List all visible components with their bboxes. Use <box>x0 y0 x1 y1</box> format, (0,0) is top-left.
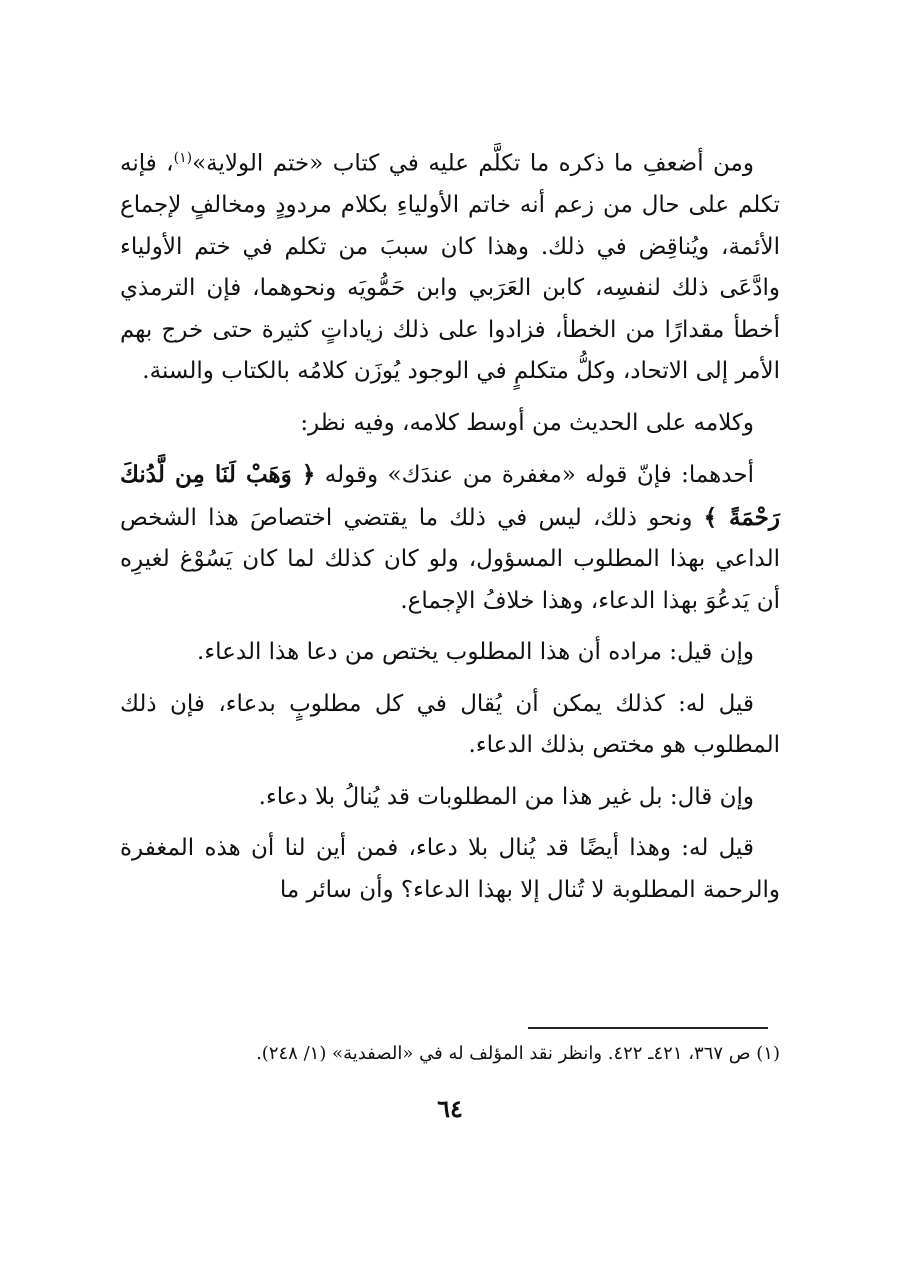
paragraph-3 <box>120 454 780 622</box>
paragraph-4 <box>120 632 780 674</box>
paragraph-7-text: قيل له: وهذا أيضًا قد يُنال بلا دعاء، فمن أين لنا أن هذه المغفرة والرحمة المطلوبة لا تُنال إلا بهذا الدعاء؟ وأن سائر ما <box>120 835 780 903</box>
paragraph-1 <box>120 138 780 393</box>
paragraph-3-text-b: ونحو ذلك، ليس في ذلك ما يقتضي اختصاصَ هذا الشخص الداعي بهذا المطلوب المسؤول، ولو كان كذلك لما كان يَسُوْغ لغيرِه أن يَدعُوَ بهذا الدعاء، وهذا خلافُ الإجماع. <box>120 504 780 614</box>
paragraph-6 <box>120 777 780 819</box>
paragraph-5 <box>120 684 780 767</box>
footnote-marker: (١) <box>756 1043 780 1064</box>
footnote <box>120 1041 780 1067</box>
paragraph-4-text: وإن قيل: مراده أن هذا المطلوب يختص من دعا هذا الدعاء. <box>197 639 754 666</box>
main-text <box>120 138 780 921</box>
paragraph-1-text-b: ، فإنه تكلم على حال من زعم أنه خاتم الأولياءِ بكلام مردودٍ ومخالفٍ لإجماع الأئمة، ويُناقِض في ذلك. وهذا كان سببَ من تكلم في ختم الأولياء وادَّعَى ذلك لنفسِه، كابن العَرَبي وابن حَمُّويَه ونحوهما، فإن الترمذي أخطأ مقدارًا من الخطأ، فزادوا على ذلك زياداتٍ كثيرة حتى خرج بهم الأمر إلى الاتحاد، وكلُّ متكلمٍ في الوجود يُوزَن كلامُه بالكتاب والسنة. <box>120 150 780 385</box>
footnote-ref: (١) <box>173 150 193 166</box>
paragraph-5-text: قيل له: كذلك يمكن أن يُقال في كل مطلوبٍ بدعاء، فإن ذلك المطلوب هو مختص بذلك الدعاء. <box>120 690 780 759</box>
paragraph-3-text-a: أحدهما: فإنّ قوله «مغفرة من عندَك» وقوله <box>315 462 754 489</box>
page-number: ٦٤ <box>437 1094 463 1123</box>
paragraph-7 <box>120 828 780 911</box>
paragraph-6-text: وإن قال: بل غير هذا من المطلوبات قد يُنالُ بلا دعاء. <box>258 783 754 810</box>
paragraph-2 <box>120 403 780 445</box>
quran-verse: ﴿ وَهَبْ لَنَا مِن لَّدُنكَ رَحْمَةً ﴾ <box>120 461 781 531</box>
paragraph-2-text: وكلامه على الحديث من أوسط كلامه، وفيه نظر: <box>300 409 754 436</box>
footnote-text: ص ٣٦٧، ٤٢١ـ ٤٢٢. وانظر نقد المؤلف له في «الصفدية» (١/ ٢٤٨). <box>256 1043 751 1064</box>
paragraph-1-text-a: ومن أضعفِ ما ذكره ما تكلَّم عليه في كتاب «ختم الولاية» <box>192 150 754 177</box>
footnote-divider <box>528 1027 768 1029</box>
